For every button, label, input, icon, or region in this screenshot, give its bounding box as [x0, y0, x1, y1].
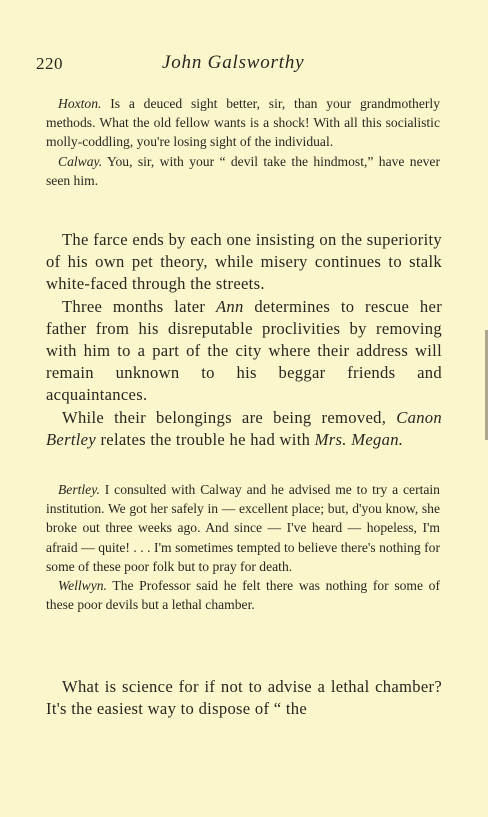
dialogue-text: I consulted with Calway and he advised me to try a certain institution. We got her safely in — excellent place; but, d'you know, she broke out three weeks ago. And since — I've heard — hopeless, I'm afraid — quite! . . . I'm sometimes tempted to believe there's nothing for some of these poor folk but to pray for death.	[46, 482, 440, 574]
character-name-canon-bertley: Canon Bertley	[46, 407, 442, 449]
dialogue-line-bertley	[46, 480, 440, 576]
character-name-mrs-megan: Mrs. Megan.	[314, 429, 404, 449]
dialogue-line-calway	[46, 152, 440, 190]
narrative-paragraph: What is science for if not to advise a lethal chamber? It's the easiest way to dispose of “ the	[46, 677, 442, 719]
narrative-paragraph	[46, 407, 442, 451]
narrative-text: relates the trouble he had with	[100, 429, 311, 449]
dialogue-line-hoxton	[46, 94, 440, 152]
dialogue-text: The Professor said he felt there was nothing for some of these poor devils but a lethal chamber.	[46, 578, 440, 613]
speaker-name: Calway.	[58, 153, 103, 169]
narrative-paragraph: The farce ends by each one insisting on the superiority of his own pet theory, while misery continues to stalk white-faced through the streets.	[46, 230, 442, 294]
dialogue-line-wellwyn	[46, 576, 440, 614]
dialogue-text: Is a deuced sight better, sir, than your grandmotherly methods. What the old fellow wants is a shock! With all this socialistic molly-coddling, you're losing sight of the individual.	[46, 96, 440, 150]
page-header	[36, 54, 436, 78]
page-number: 220	[36, 54, 63, 73]
narrative-text: determines to rescue her father from his disreputable proclivities by removing with him to a part of the city where their address will remain unknown to his beggar friends and acquaintances.	[46, 296, 443, 405]
narrative-block-1	[46, 229, 442, 451]
speaker-name: Wellwyn.	[58, 578, 107, 594]
narrative-paragraph	[46, 296, 442, 407]
dialogue-block-2	[46, 480, 440, 614]
dialogue-text: You, sir, with your “ devil take the hindmost,” have never seen him.	[46, 153, 440, 188]
narrative-block-2	[46, 676, 442, 720]
dialogue-block-1	[46, 94, 440, 190]
running-title: John Galsworthy	[162, 52, 305, 73]
character-name-ann: Ann	[215, 296, 244, 316]
narrative-text: While their belongings are being removed,	[62, 407, 387, 427]
speaker-name: Hoxton.	[58, 96, 102, 111]
speaker-name: Bertley.	[58, 482, 100, 497]
narrative-text: Three months later	[62, 296, 206, 316]
